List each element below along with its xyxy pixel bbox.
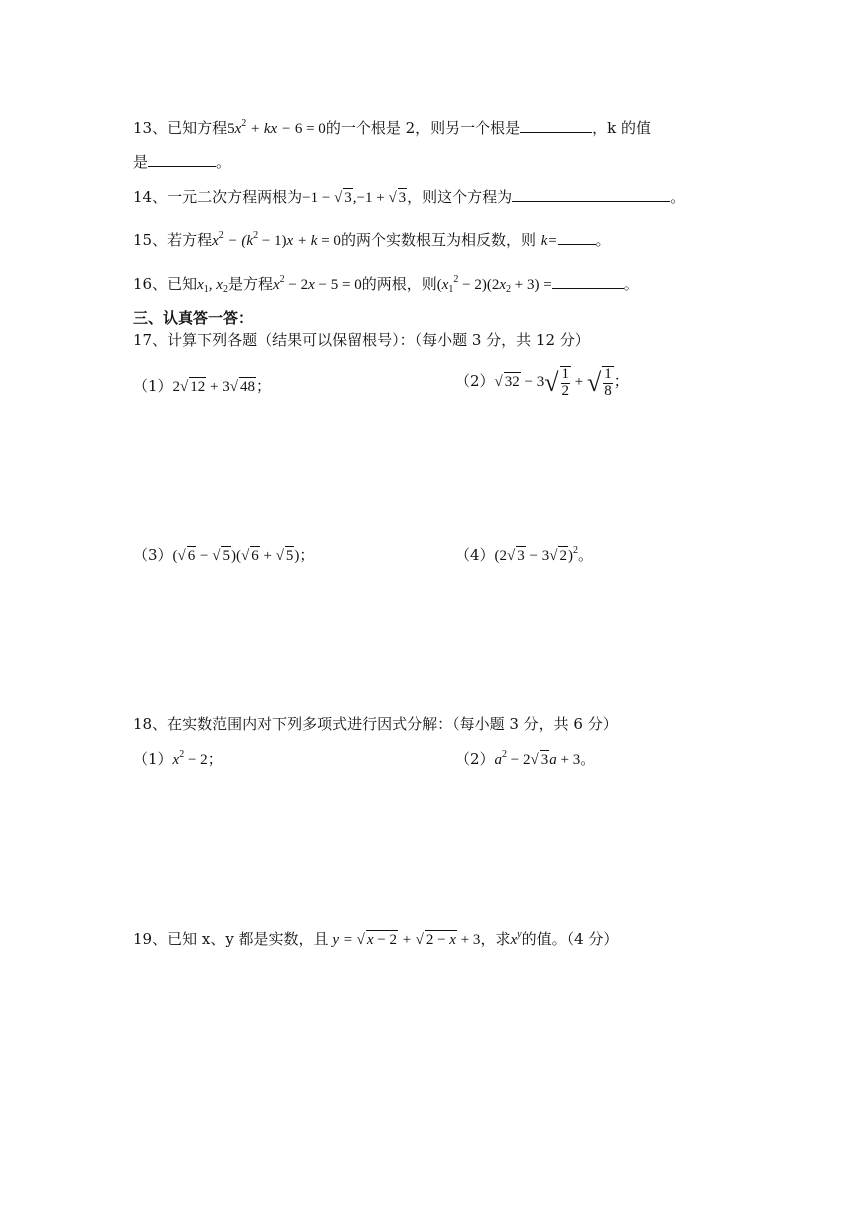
- variables: $x_1$, $x_2$: [197, 277, 228, 295]
- question-text: 一元二次方程两根为: [167, 188, 303, 206]
- equation: $x^2 - 2x - 5 = 0$: [272, 274, 362, 293]
- equation: $5x^2$ + kx − 6 = 0: [227, 118, 326, 137]
- question-text: 。: [670, 188, 686, 206]
- equation: y = √ x − 2 + √ 2 − x + 3: [328, 932, 481, 948]
- part-label: （4）: [455, 546, 495, 564]
- question-text: 。: [216, 153, 232, 171]
- q17-part-3: [133, 546, 314, 565]
- question-17-title: 17、计算下列各题（结果可以保留根号）：（每小题 3 分，共 12 分）: [133, 331, 590, 349]
- q18-part-1: [133, 750, 223, 769]
- q17-part-1: [133, 377, 271, 396]
- punctuation: 。: [580, 750, 596, 768]
- roots-expression: −1 − √ 3,−1 + √ 3: [302, 190, 407, 206]
- question-text: 已知: [167, 275, 198, 293]
- question-15: [133, 230, 611, 250]
- question-13: [133, 118, 651, 138]
- q18-part-2: [455, 750, 595, 769]
- expression: (√ 6 − √ 5)(√ 6 + √ 5): [172, 548, 300, 564]
- question-text: 已知方程: [167, 119, 228, 137]
- section-heading: 三、认真答一答：: [133, 309, 254, 327]
- question-14: [133, 187, 685, 207]
- question-text: 的一个根是 2，则另一个根是: [325, 119, 521, 137]
- answer-blank[interactable]: [520, 118, 592, 133]
- question-16: [133, 274, 639, 294]
- question-text: 。: [623, 275, 639, 293]
- answer-blank[interactable]: [512, 187, 670, 202]
- question-text: ，则这个方程为: [407, 188, 513, 206]
- question-text: 。: [595, 231, 611, 249]
- question-text: 的两根，则: [361, 275, 437, 293]
- answer-blank[interactable]: [558, 230, 596, 245]
- part-label: （1）: [133, 750, 173, 768]
- question-text: 若方程: [167, 231, 213, 249]
- question-number: 15、: [133, 231, 168, 249]
- power-expression: $x^y$: [510, 929, 522, 948]
- question-19: [133, 930, 618, 949]
- part-label: （1）: [133, 377, 173, 395]
- question-text: 的值。（4 分）: [521, 930, 619, 948]
- part-label: （2）: [455, 750, 495, 768]
- question-13-cont: [133, 152, 231, 171]
- question-number: 13、: [133, 119, 168, 137]
- answer-blank[interactable]: [552, 274, 624, 289]
- question-text: 是方程: [227, 275, 273, 293]
- question-number: 16、: [133, 275, 168, 293]
- question-number: 14、: [133, 188, 168, 206]
- part-label: （2）: [455, 372, 495, 391]
- equation: $x^2 - (k^2 - 1)x + k = 0$: [212, 230, 341, 249]
- expression: (2√ 3 − 3√ 2)$^2$: [494, 545, 578, 564]
- expression: $x^2 - 2$: [172, 749, 208, 768]
- question-text: 19、已知 x、y 都是实数，且: [133, 930, 329, 948]
- question-text: 的两个实数根互为相反数，则: [340, 231, 541, 249]
- punctuation: 。: [577, 546, 593, 564]
- punctuation: ；: [299, 546, 315, 564]
- punctuation: ；: [613, 372, 629, 391]
- expression: $a^2 - 2√$ 3a + 3: [494, 749, 581, 768]
- q17-part-4: [455, 546, 593, 565]
- expression: $(x_1^2 - 2)(2x_2 + 3)$ =: [436, 274, 552, 295]
- punctuation: ；: [255, 377, 271, 395]
- expression: 2√ 12 + 3√ 48: [172, 379, 255, 395]
- question-18-title: 18、在实数范围内对下列多项式进行因式分解：（每小题 3 分，共 6 分）: [133, 715, 618, 733]
- q17-part-2: [455, 366, 629, 400]
- question-text: ，k 的值: [592, 119, 651, 137]
- punctuation: ；: [207, 750, 223, 768]
- question-text: ，求: [480, 930, 511, 948]
- question-text: 是: [133, 153, 149, 171]
- k-label: k=: [540, 233, 558, 249]
- expression: √ 32 − 3√ $\frac{1}{2}$ + √ $\frac{1}{8}$: [494, 366, 612, 399]
- part-label: （3）: [133, 546, 173, 564]
- answer-blank[interactable]: [148, 152, 216, 167]
